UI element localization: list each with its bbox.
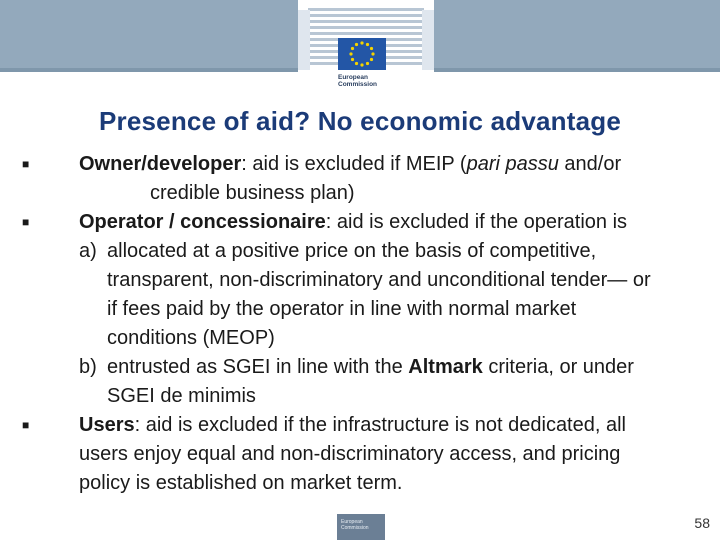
bullet-owner-line1 bbox=[79, 150, 621, 179]
owner-label: Owner/developer bbox=[79, 153, 242, 175]
subitem-a-line3: if fees paid by the operator in line with normal market bbox=[107, 298, 577, 320]
footer-logo-text: European Commission bbox=[341, 519, 369, 531]
bullet-users-line2: users enjoy equal and non-discriminatory access, and pricing bbox=[79, 443, 621, 465]
subitem-b-pre: entrusted as SGEI in line with the bbox=[107, 356, 409, 378]
logo-caption-line1: European bbox=[338, 74, 368, 81]
subitem-a-line1: allocated at a positive price on the basis of competitive, bbox=[107, 240, 597, 262]
users-text: : aid is excluded if the infrastructure is not dedicated, all bbox=[134, 414, 626, 436]
bullet-operator-line1 bbox=[79, 208, 627, 237]
altmark-label: Altmark bbox=[408, 356, 483, 378]
logo-caption-line2: Commission bbox=[338, 81, 378, 88]
bullet-users-line1 bbox=[79, 411, 626, 440]
bullet-square-icon: ■ bbox=[22, 418, 30, 432]
bullet-users-line3: policy is established on market term. bbox=[79, 472, 403, 494]
european-commission-logo bbox=[298, 0, 434, 98]
owner-text: : aid is excluded if MEIP ( bbox=[241, 153, 467, 175]
subitem-b-line2: SGEI de minimis bbox=[107, 385, 256, 407]
subitem-b-marker: b) bbox=[79, 356, 97, 378]
users-label: Users bbox=[79, 414, 135, 436]
bullet-square-icon: ■ bbox=[22, 157, 30, 171]
owner-italic: pari passu bbox=[466, 153, 559, 175]
operator-label: Operator / concessionaire bbox=[79, 211, 326, 233]
subitem-a-line2: transparent, non-discriminatory and unconditional tender— or bbox=[107, 269, 651, 291]
subitem-b-line1 bbox=[107, 353, 634, 382]
bullet-owner-line2: credible business plan) bbox=[150, 182, 355, 204]
subitem-a-marker: a) bbox=[79, 240, 97, 262]
slide-content bbox=[0, 150, 720, 520]
operator-text: : aid is excluded if the operation is bbox=[325, 211, 628, 233]
logo-caption bbox=[338, 74, 408, 88]
footer-commission-logo bbox=[337, 514, 385, 540]
owner-text-end: and/or bbox=[558, 153, 622, 175]
slide-title: Presence of aid? No economic advantage bbox=[99, 106, 621, 136]
subitem-a-line4: conditions (MEOP) bbox=[107, 327, 275, 349]
subitem-b-post: criteria, or under bbox=[482, 356, 634, 378]
page-number: 58 bbox=[694, 515, 710, 531]
bullet-square-icon: ■ bbox=[22, 215, 30, 229]
